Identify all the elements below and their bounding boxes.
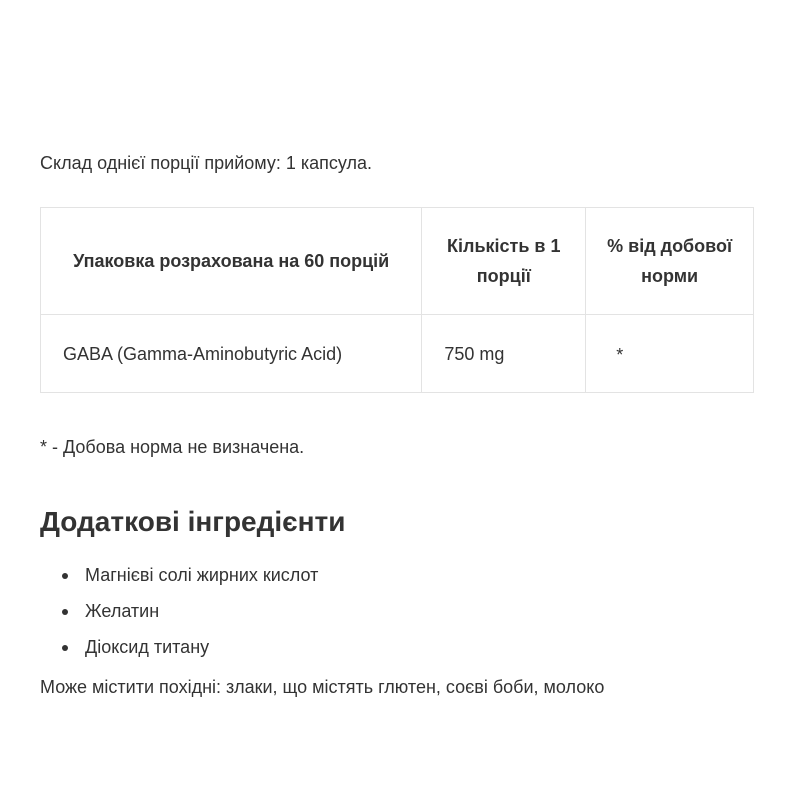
ingredient-name-cell: GABA (Gamma-Aminobutyric Acid) xyxy=(41,315,422,393)
daily-value-footnote: * - Добова норма не визначена. xyxy=(40,437,305,457)
list-item xyxy=(40,632,318,668)
additional-ingredients-heading: Додаткові інгредієнти xyxy=(40,506,346,537)
serving-size-text: Склад однієї порції прийому: 1 капсула. xyxy=(40,153,373,173)
ingredient-amount-cell: 750 mg xyxy=(422,315,586,393)
list-item-label: Діоксид титану xyxy=(85,637,210,657)
header-amount-per-serving: Кількість в 1 порції xyxy=(422,208,586,315)
ingredient-daily-value-cell: * xyxy=(586,315,754,393)
bullet-dot-icon xyxy=(62,573,68,579)
additional-ingredients-list xyxy=(40,560,318,668)
table-header-row xyxy=(41,208,754,315)
allergen-notice: Може містити похідні: злаки, що містять глютен, соєві боби, молоко xyxy=(40,677,605,697)
header-daily-value: % від добової норми xyxy=(586,208,754,315)
bullet-dot-icon xyxy=(62,645,68,651)
list-item xyxy=(40,560,318,596)
table-row xyxy=(41,315,754,393)
list-item-label: Магнієві солі жирних кислот xyxy=(85,565,319,585)
list-item-label: Желатин xyxy=(85,601,160,621)
list-item xyxy=(40,596,318,632)
bullet-dot-icon xyxy=(62,609,68,615)
supplement-facts-table xyxy=(40,207,754,393)
header-servings-per-package: Упаковка розрахована на 60 порцій xyxy=(41,208,422,315)
